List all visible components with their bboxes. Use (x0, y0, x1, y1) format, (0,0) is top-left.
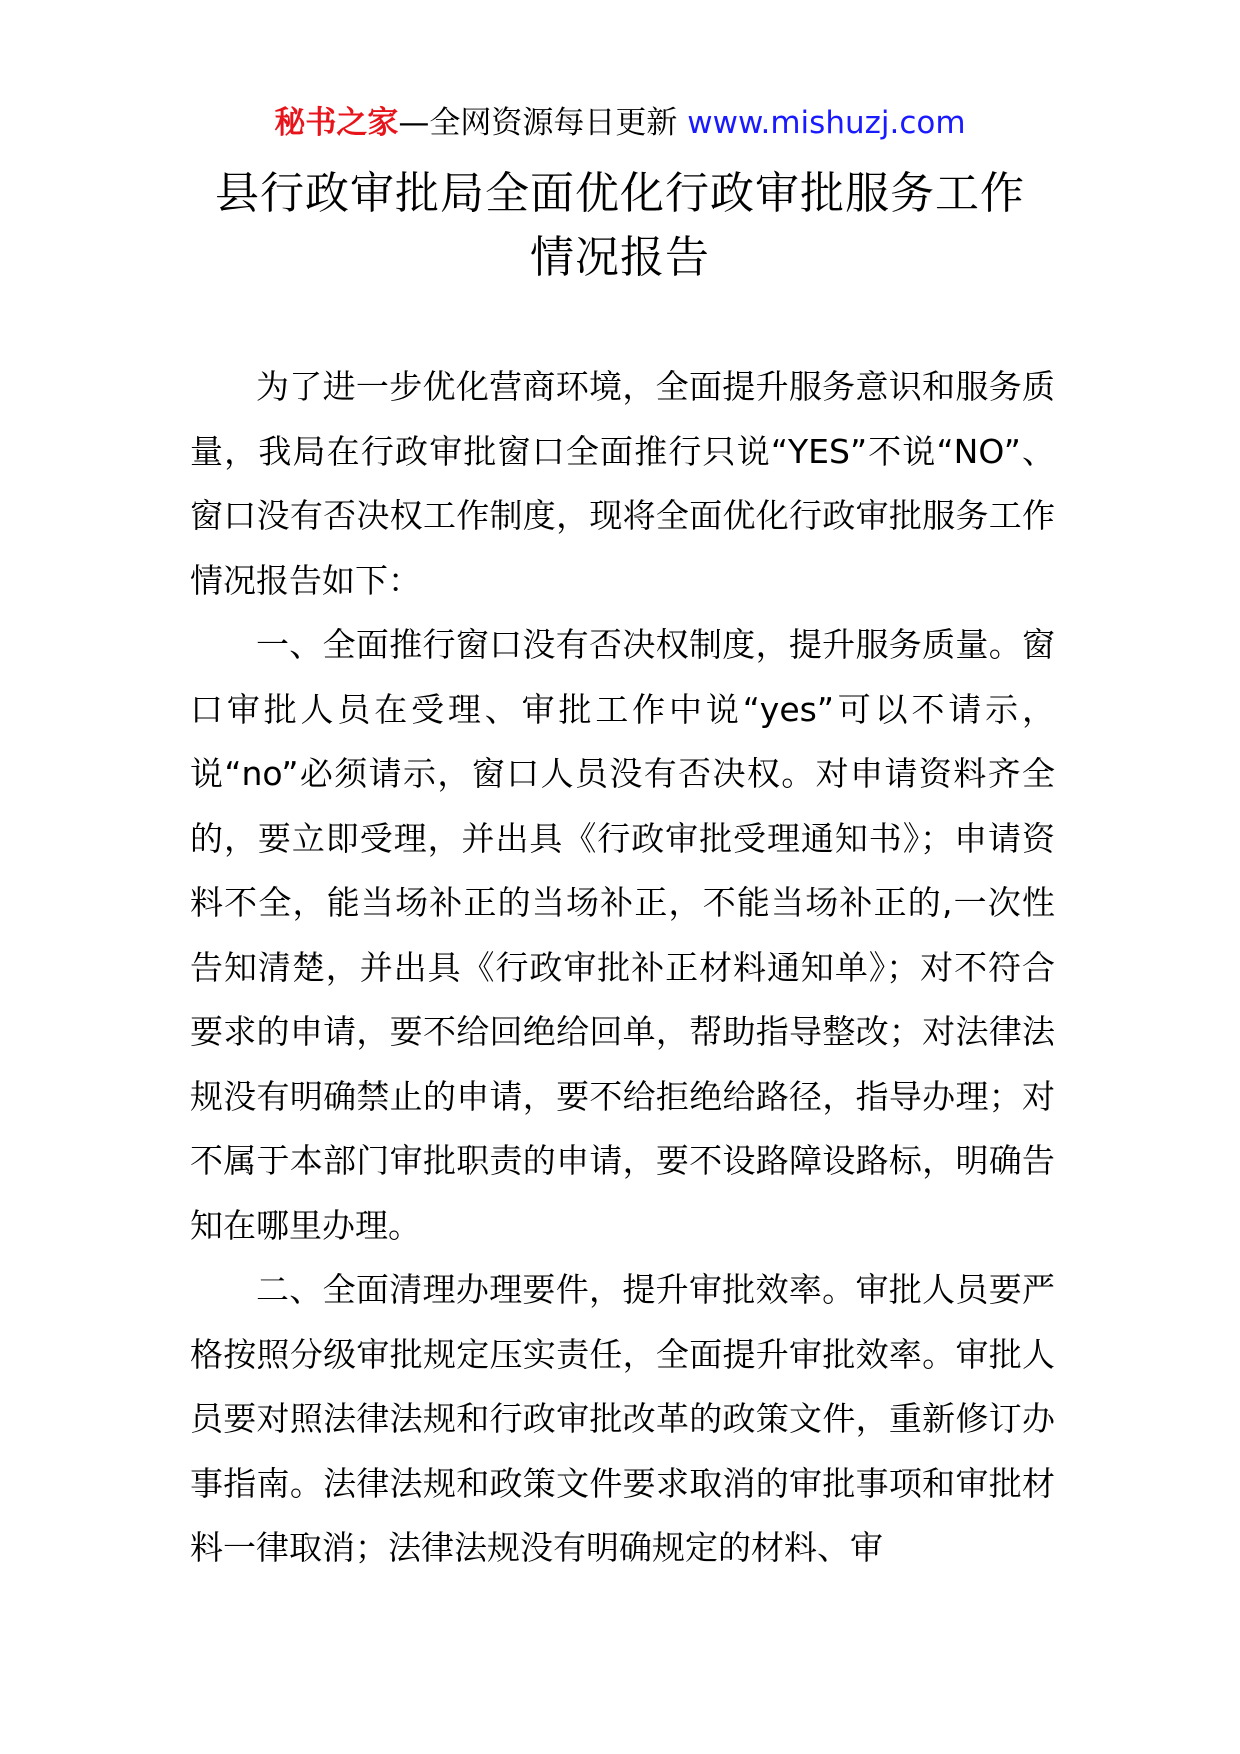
section-1-text: 窗口审批人员在受理、审批工作中说“yes”可以不请示，说“no”必须请示，窗口人员没有否决权。对申请资料齐全的，要立即受理，并出具《行政审批受理通知书》；申请资料不全，能当场补正的当场补正，不能当场补正的,一次性告知清楚，并出具《行政审批补正材料通知单》；对不符合要求的申请，要不给回绝给回单，帮助指导整改；对法律法规没有明确禁止的申请，要不给拒绝给路径，指导办理；对不属于本部门审批职责的申请，要不设路障设路标，明确告知在哪里办理。 (190, 625, 1055, 1245)
section-2-text: 审批人员要严格按照分级审批规定压实责任，全面提升审批效率。审批人员要对照法律法规和行政审批改革的政策文件，重新修订办事指南。法律法规和政策文件要求取消的审批事项和审批材料一律取消；法律法规没有明确规定的材料、审 (190, 1270, 1056, 1567)
document-title (150, 162, 1090, 290)
intro-paragraph-text: 为了进一步优化营商环境，全面提升服务意识和服务质量，我局在行政审批窗口全面推行只说“YES”不说“NO”、窗口没有否决权工作制度，现将全面优化行政审批服务工作情况报告如下： (190, 367, 1055, 600)
brand-name: 秘书之家 (274, 105, 399, 141)
document-title-line-2: 情况报告 (530, 232, 710, 283)
section-2-heading: 二、全面清理办理要件，提升审批效率。 (256, 1270, 856, 1309)
intro-paragraph (190, 355, 1055, 613)
document-title-line-1: 县行政审批局全面优化行政审批服务工作 (215, 168, 1025, 219)
section-2-paragraph (190, 1258, 1055, 1581)
section-1-paragraph (190, 613, 1055, 1258)
site-header (0, 100, 1240, 146)
section-1-heading: 一、全面推行窗口没有否决权制度，提升服务质量。 (256, 625, 1022, 664)
header-tagline: —全网资源每日更新 (398, 105, 688, 141)
site-url-link[interactable]: www.mishuzj.com (687, 105, 966, 141)
document-body (190, 355, 1055, 1581)
